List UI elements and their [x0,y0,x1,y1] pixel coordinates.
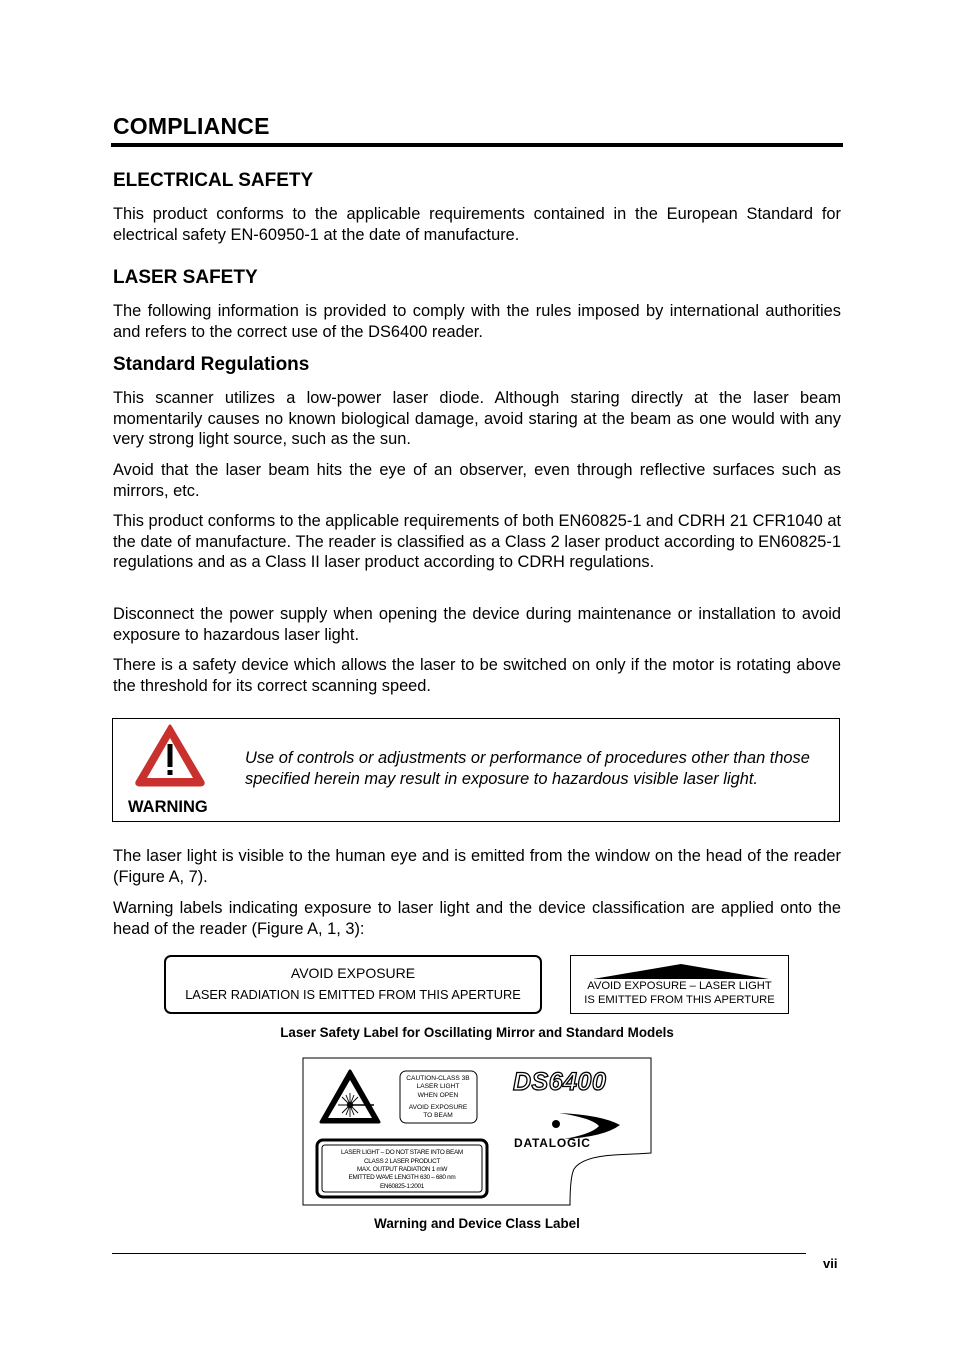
caption-laser-safety-label: Laser Safety Label for Oscillating Mirror and Standard Models [280,1025,674,1040]
caution-line-3: WHEN OPEN [417,1092,459,1099]
aperture-label-line2: LASER RADIATION IS EMITTED FROM THIS APERTURE [185,987,521,1002]
caption-device-class-label: Warning and Device Class Label [374,1216,580,1231]
warning-text: Use of controls or adjustments or performance of procedures other than those specified herein may result in exposure to hazardous visible laser light. [245,749,810,788]
laser-light-label [570,955,789,1014]
brand-name: DATALOGIC [514,1136,591,1150]
device-class-label [302,1057,652,1207]
caution-line-1: CAUTION-CLASS 3B [406,1075,470,1082]
class-line-4: EMITTED WAVE LENGTH 630 – 680 nm [348,1174,456,1181]
warning-label: WARNING [128,798,208,816]
class-line-1: LASER LIGHT – DO NOT STARE INTO BEAM [341,1149,463,1156]
aperture-arrow-icon [593,962,769,980]
laser-light-label-line2: IS EMITTED FROM THIS APERTURE [584,993,775,1006]
aperture-label [164,955,542,1014]
avoid-line-2: TO BEAM [423,1112,453,1119]
labels-paragraph: Warning labels indicating exposure to laser light and the device classification are applied onto the head of the reader (Figure A, 1, 3): [113,899,841,938]
regulations-paragraph-3: This product conforms to the applicable requirements of both EN60825-1 and CDRH 21 CFR1040 at the date of manufacture. The reader is classified as a Class 2 laser product according to EN60825-1 regulations and as a Class II laser product according to CDRH regulations. [113,512,841,572]
laser-hazard-icon [321,1071,379,1122]
footer-rule [112,1253,806,1254]
aperture-label-line1: AVOID EXPOSURE [290,965,416,981]
laser-light-label-line1: AVOID EXPOSURE – LASER LIGHT [587,980,772,992]
regulations-paragraph-1: This scanner utilizes a low-power laser diode. Although staring directly at the laser beam momentarily causes no known biological damage, avoid staring at the beam as one would with any very strong light source, such as the sun. [113,389,841,449]
visibility-paragraph: The laser light is visible to the human eye and is emitted from the window on the head of the reader (Figure A, 7). [113,847,841,886]
electrical-safety-heading: ELECTRICAL SAFETY [113,170,314,191]
title-rule [111,143,843,147]
regulations-paragraph-2: Avoid that the laser beam hits the eye of an observer, even through reflective surfaces such as mirrors, etc. [113,461,841,500]
warning-triangle-icon [133,722,207,788]
class-line-3: MAX. OUTPUT RADIATION 1 mW [356,1166,448,1173]
avoid-line-1: AVOID EXPOSURE [408,1104,468,1111]
laser-safety-heading: LASER SAFETY [113,267,258,288]
class-line-2: CLASS 2 LASER PRODUCT [363,1158,441,1165]
page-number: vii [823,1256,838,1271]
standard-regulations-heading: Standard Regulations [113,354,310,375]
class-line-5: EN60825-1:2001 [379,1183,425,1190]
electrical-safety-paragraph: This product conforms to the applicable requirements contained in the European Standard for electrical safety EN-60950-1 at the date of manufacture. [113,205,841,244]
laser-safety-paragraph: The following information is provided to comply with the rules imposed by international authorities and refers to the correct use of the DS6400 reader. [113,302,841,341]
laser-light-label-text [571,980,788,1007]
page-title: COMPLIANCE [113,113,270,139]
model-name: DS6400 [513,1068,607,1096]
regulations-paragraph-5: There is a safety device which allows the laser to be switched on only if the motor is rotating above the threshold for its correct scanning speed. [113,656,841,695]
caution-line-2: LASER LIGHT [416,1083,460,1090]
regulations-paragraph-4: Disconnect the power supply when opening the device during maintenance or installation to avoid exposure to hazardous laser light. [113,605,841,644]
